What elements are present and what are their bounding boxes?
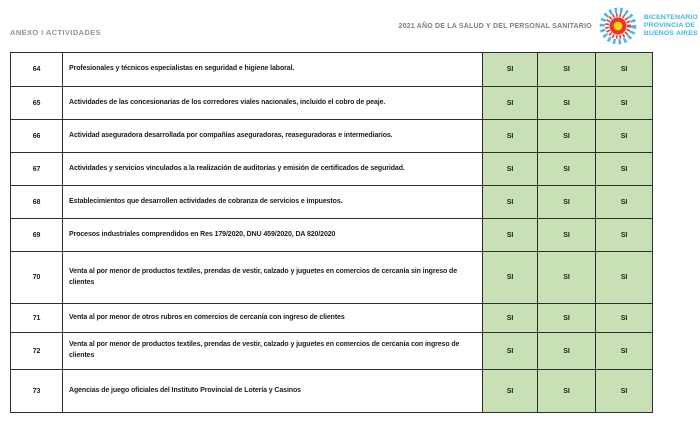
activity-number-cell: 73	[11, 370, 63, 413]
activity-number-cell: 68	[11, 186, 63, 219]
si-cell: SI	[483, 304, 538, 333]
si-cell: SI	[538, 186, 596, 219]
table-row	[11, 219, 653, 252]
table-row	[11, 252, 653, 304]
activity-description-cell: Procesos industriales comprendidos en Res 179/2020, DNU 459/2020, DA 820/2020	[63, 219, 483, 252]
activity-description-cell: Profesionales y técnicos especialistas en seguridad e higiene laboral.	[63, 53, 483, 87]
si-cell: SI	[538, 370, 596, 413]
table-row	[11, 370, 653, 413]
si-cell: SI	[596, 120, 653, 153]
activity-number-cell: 66	[11, 120, 63, 153]
si-cell: SI	[538, 304, 596, 333]
si-cell: SI	[483, 252, 538, 304]
table-row	[11, 87, 653, 120]
table-row	[11, 186, 653, 219]
activity-description-cell: Venta al por menor de productos textiles, prendas de vestir, calzado y juguetes en comercios de cercanía con ingreso de clientes	[63, 333, 483, 370]
header-brand	[398, 2, 698, 50]
si-cell: SI	[596, 53, 653, 87]
table-row	[11, 153, 653, 186]
activity-number-cell: 64	[11, 53, 63, 87]
si-cell: SI	[596, 304, 653, 333]
activity-description-cell: Actividad aseguradora desarrollada por compañías aseguradoras, reaseguradoras e intermediarios.	[63, 120, 483, 153]
si-cell: SI	[538, 333, 596, 370]
si-cell: SI	[483, 219, 538, 252]
activity-number-cell: 72	[11, 333, 63, 370]
logo-line-1: BICENTENARIO	[643, 13, 698, 21]
si-cell: SI	[596, 370, 653, 413]
activities-table	[10, 52, 653, 413]
activity-number-cell: 67	[11, 153, 63, 186]
table-row	[11, 53, 653, 87]
si-cell: SI	[483, 370, 538, 413]
si-cell: SI	[596, 87, 653, 120]
page-title: ANEXO I ACTIVIDADES	[10, 28, 102, 37]
si-cell: SI	[483, 87, 538, 120]
si-cell: SI	[483, 333, 538, 370]
logo-line-2: PROVINCIA DE	[643, 21, 696, 29]
si-cell: SI	[538, 219, 596, 252]
si-cell: SI	[483, 53, 538, 87]
activity-description-cell: Agencias de juego oficiales del Instituto Provincial de Lotería y Casinos	[63, 370, 483, 413]
si-cell: SI	[596, 333, 653, 370]
table-row	[11, 120, 653, 153]
si-cell: SI	[538, 120, 596, 153]
si-cell: SI	[538, 252, 596, 304]
activity-number-cell: 70	[11, 252, 63, 304]
activity-number-cell: 65	[11, 87, 63, 120]
si-cell: SI	[596, 153, 653, 186]
si-cell: SI	[596, 186, 653, 219]
si-cell: SI	[483, 120, 538, 153]
activity-description-cell: Establecimientos que desarrollen actividades de cobranza de servicios e impuestos.	[63, 186, 483, 219]
activity-description-cell: Venta al por menor de otros rubros en comercios de cercanía con ingreso de clientes	[63, 304, 483, 333]
si-cell: SI	[538, 53, 596, 87]
si-cell: SI	[538, 153, 596, 186]
logo-wordmark	[644, 14, 698, 38]
activity-description-cell: Venta al por menor de productos textiles, prendas de vestir, calzado y juguetes en comercios de cercanía sin ingreso de clientes	[63, 252, 483, 304]
si-cell: SI	[538, 87, 596, 120]
si-cell: SI	[596, 219, 653, 252]
si-cell: SI	[483, 186, 538, 219]
activity-description-cell: Actividades y servicios vinculados a la realización de auditorías y emisión de certificados de seguridad.	[63, 153, 483, 186]
activity-number-cell: 71	[11, 304, 63, 333]
activity-description-cell: Actividades de las concesionarias de los corredores viales nacionales, incluido el cobro de peaje.	[63, 87, 483, 120]
logo-line-3: BUENOS AIRES	[643, 30, 698, 37]
activity-number-cell: 69	[11, 219, 63, 252]
table-row	[11, 333, 653, 370]
si-cell: SI	[596, 252, 653, 304]
table-row	[11, 304, 653, 333]
sunburst-flower-icon	[597, 4, 639, 48]
header-motto: 2021 AÑO DE LA SALUD Y DEL PERSONAL SANITARIO	[398, 22, 592, 30]
si-cell: SI	[483, 153, 538, 186]
